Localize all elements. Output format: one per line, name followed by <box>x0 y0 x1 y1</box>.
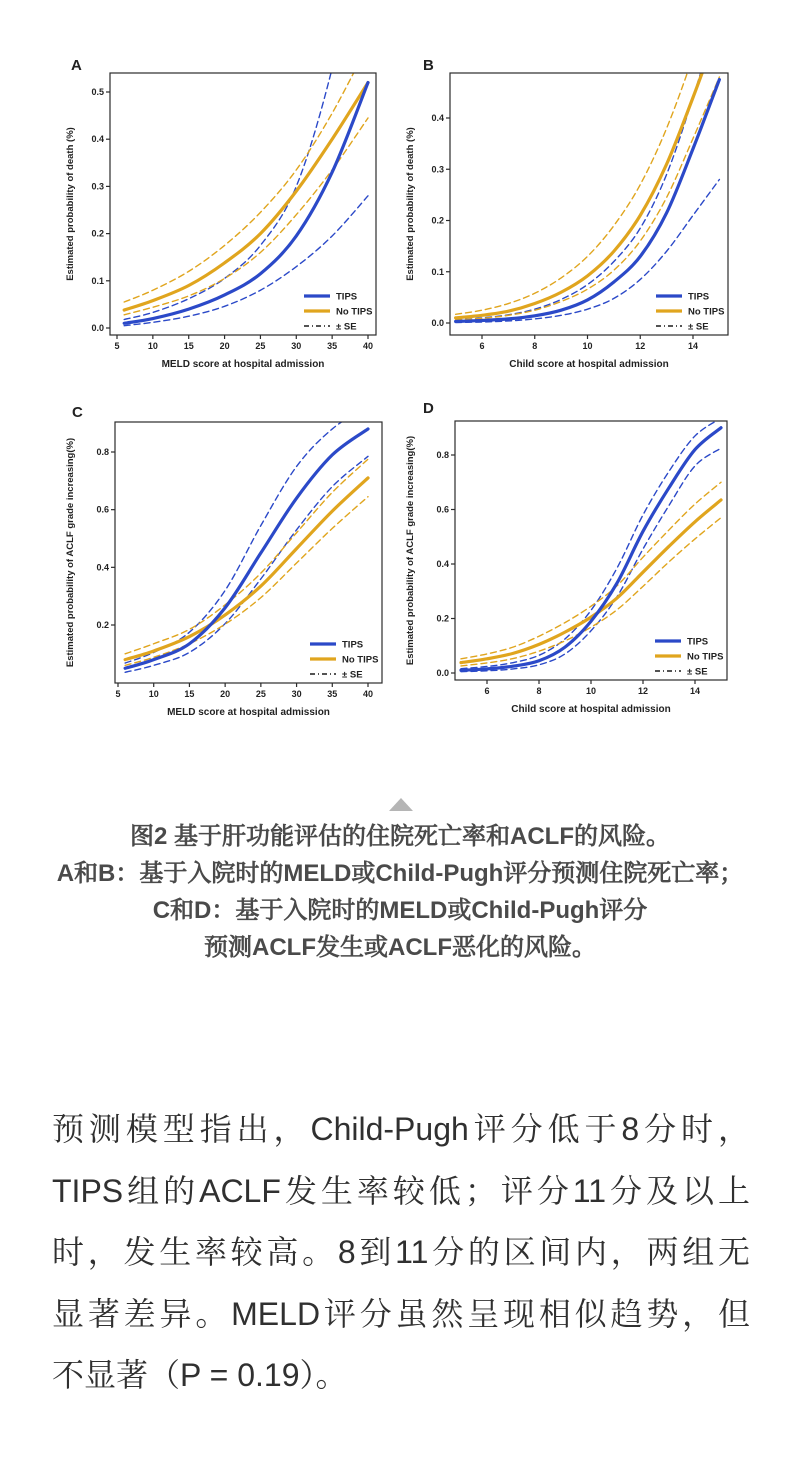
svg-text:Estimated probability of death: Estimated probability of death (%) <box>405 127 416 281</box>
svg-text:TIPS: TIPS <box>687 636 709 648</box>
svg-text:0.8: 0.8 <box>96 447 109 457</box>
paragraph-line: 不显著（P = 0.19）。 <box>52 1357 348 1393</box>
svg-text:5: 5 <box>114 341 120 351</box>
body-paragraph <box>52 1099 750 1407</box>
svg-text:0.4: 0.4 <box>91 134 104 145</box>
svg-text:0.5: 0.5 <box>91 87 104 97</box>
svg-text:0.6: 0.6 <box>96 504 109 515</box>
svg-text:40: 40 <box>362 689 374 699</box>
svg-text:0.4: 0.4 <box>436 559 449 569</box>
svg-text:± SE: ± SE <box>688 321 709 333</box>
svg-text:8: 8 <box>536 686 542 696</box>
svg-text:15: 15 <box>183 341 194 351</box>
svg-text:10: 10 <box>585 686 597 696</box>
caption-line: 预测ACLF发生或ACLF恶化的风险。 <box>204 934 596 961</box>
collapse-triangle-icon <box>389 798 413 811</box>
svg-text:25: 25 <box>255 689 266 699</box>
svg-text:D: D <box>423 400 434 417</box>
svg-text:TIPS: TIPS <box>342 639 364 651</box>
svg-text:0.3: 0.3 <box>431 164 444 175</box>
chart-panel-b <box>400 52 740 397</box>
svg-text:A: A <box>71 57 82 74</box>
paragraph-line: 显著差异。MELD评分虽然呈现相似趋势，但 <box>52 1295 750 1332</box>
svg-text:Estimated probability of ACLF: Estimated probability of ACLF grade increasing(%) <box>65 437 76 668</box>
svg-text:0.0: 0.0 <box>431 318 444 328</box>
svg-text:20: 20 <box>220 689 231 699</box>
svg-text:B: B <box>423 57 434 74</box>
chart-panel-c <box>60 395 400 740</box>
chart-panel-d <box>400 395 740 740</box>
svg-text:Child score at hospital admiss: Child score at hospital admission <box>509 359 669 370</box>
svg-text:10: 10 <box>147 341 158 351</box>
svg-text:0.2: 0.2 <box>436 613 449 624</box>
svg-text:Estimated probability of ACLF: Estimated probability of ACLF grade increasing(%) <box>405 435 416 666</box>
svg-text:No TIPS: No TIPS <box>687 651 724 663</box>
svg-text:10: 10 <box>148 689 159 699</box>
svg-text:35: 35 <box>327 689 338 699</box>
svg-text:MELD score at hospital admissi: MELD score at hospital admission <box>167 707 330 718</box>
svg-text:Child score at hospital admiss: Child score at hospital admission <box>511 704 671 715</box>
svg-text:0.1: 0.1 <box>431 266 444 277</box>
figure-caption <box>20 818 780 966</box>
svg-text:0.4: 0.4 <box>96 562 109 573</box>
svg-text:40: 40 <box>362 341 374 351</box>
svg-text:35: 35 <box>327 341 338 351</box>
svg-text:14: 14 <box>687 341 699 351</box>
svg-text:TIPS: TIPS <box>336 291 358 303</box>
svg-text:0.3: 0.3 <box>91 181 104 192</box>
svg-text:0.2: 0.2 <box>91 228 104 239</box>
svg-text:± SE: ± SE <box>687 666 708 678</box>
svg-text:6: 6 <box>484 686 490 696</box>
svg-text:C: C <box>72 404 83 421</box>
svg-text:No TIPS: No TIPS <box>688 306 725 318</box>
svg-text:No TIPS: No TIPS <box>336 306 373 318</box>
paragraph-line: 预测模型指出，Child-Pugh评分低于8分时， <box>52 1111 750 1147</box>
svg-text:12: 12 <box>637 686 649 696</box>
svg-text:12: 12 <box>635 341 646 351</box>
svg-text:0.1: 0.1 <box>91 275 104 286</box>
svg-text:0.6: 0.6 <box>436 504 449 515</box>
svg-text:Estimated probability of death: Estimated probability of death (%) <box>65 127 76 281</box>
svg-text:MELD score at hospital admissi: MELD score at hospital admission <box>161 359 325 370</box>
caption-line: A和B：基于入院时的MELD或Child-Pugh评分预测住院死亡率； <box>56 860 744 887</box>
svg-text:15: 15 <box>184 689 195 699</box>
svg-text:14: 14 <box>689 686 701 696</box>
paragraph-line: 时，发生率较高。8到11分的区间内，两组无 <box>52 1234 750 1270</box>
svg-text:10: 10 <box>582 341 593 351</box>
svg-text:0.2: 0.2 <box>96 620 109 630</box>
svg-text:0.2: 0.2 <box>431 215 444 226</box>
svg-text:25: 25 <box>255 341 266 351</box>
caption-line: 图2 基于肝功能评估的住院死亡率和ACLF的风险。 <box>130 823 670 850</box>
svg-text:20: 20 <box>219 341 230 351</box>
chart-panel-a <box>60 52 400 397</box>
svg-text:0.8: 0.8 <box>436 450 449 460</box>
svg-text:5: 5 <box>115 689 121 699</box>
svg-text:30: 30 <box>291 689 302 699</box>
svg-text:30: 30 <box>291 341 302 351</box>
svg-text:0.0: 0.0 <box>91 323 104 333</box>
svg-text:± SE: ± SE <box>342 669 363 681</box>
svg-text:0.0: 0.0 <box>436 668 449 678</box>
svg-text:TIPS: TIPS <box>688 291 710 303</box>
svg-text:0.4: 0.4 <box>431 113 444 123</box>
svg-text:No TIPS: No TIPS <box>342 654 379 666</box>
svg-text:± SE: ± SE <box>336 321 357 333</box>
svg-text:8: 8 <box>532 341 538 351</box>
paragraph-line: TIPS组的ACLF发生率较低；评分11分及以上 <box>52 1172 750 1209</box>
svg-text:6: 6 <box>479 341 485 351</box>
caption-line: C和D：基于入院时的MELD或Child-Pugh评分 <box>152 897 648 924</box>
